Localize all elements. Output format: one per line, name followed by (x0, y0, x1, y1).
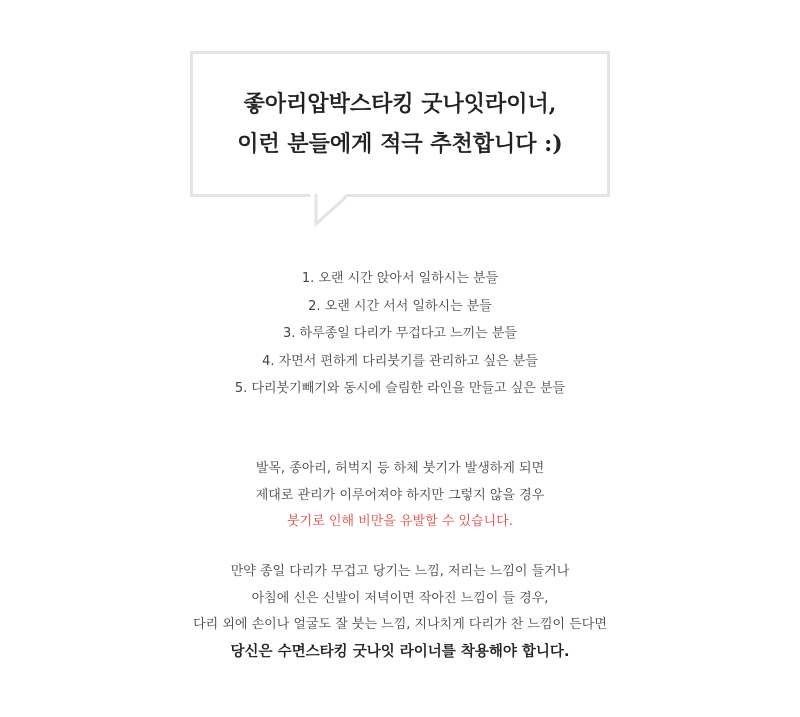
conclusion-line: 당신은 수면스타킹 굿나잇 라이너를 착용해야 합니다. (230, 643, 570, 660)
paragraph-line: 만약 종일 다리가 무겁고 당기는 느낌, 저리는 느낌이 들거나 (230, 564, 570, 579)
bubble-title-line-2: 이런 분들에게 적극 추천합니다 :) (237, 131, 563, 157)
paragraph-line: 아침에 신은 신발이 저녁이면 작아진 느낌이 들 경우, (251, 590, 549, 606)
paragraph-line: 제대로 관리가 이루어져야 하지만 그렇지 않을 경우 (255, 487, 545, 503)
speech-bubble-tail-icon (310, 194, 350, 228)
highlight-warning-line: 붓기로 인해 비만을 유발할 수 있습니다. (287, 514, 513, 529)
symptoms-paragraph (0, 559, 800, 665)
list-item: 3. 하루종일 다리가 무겁다고 느끼는 분들 (283, 326, 517, 341)
recommendation-list (0, 265, 800, 403)
paragraph-line: 다리 외에 손이나 얼굴도 잘 붓는 느낌, 지나치게 다리가 찬 느낌이 든다면 (193, 617, 607, 632)
list-item: 2. 오랜 시간 서서 일하시는 분들 (308, 298, 492, 314)
speech-bubble (190, 51, 610, 197)
bubble-title-line-1: 좋아리압박스타킹 굿나잇라이너, (243, 91, 557, 117)
list-item: 4. 자면서 편하게 다리붓기를 관리하고 싶은 분들 (262, 353, 538, 369)
paragraph-line: 발목, 종아리, 허벅지 등 하체 붓기가 발생하게 되면 (255, 461, 545, 476)
list-item: 5. 다리붓기빼기와 동시에 슬림한 라인을 만들고 싶은 분들 (234, 381, 566, 396)
swelling-warning-paragraph (0, 456, 800, 536)
list-item: 1. 오랜 시간 앉아서 일하시는 분들 (301, 271, 499, 286)
